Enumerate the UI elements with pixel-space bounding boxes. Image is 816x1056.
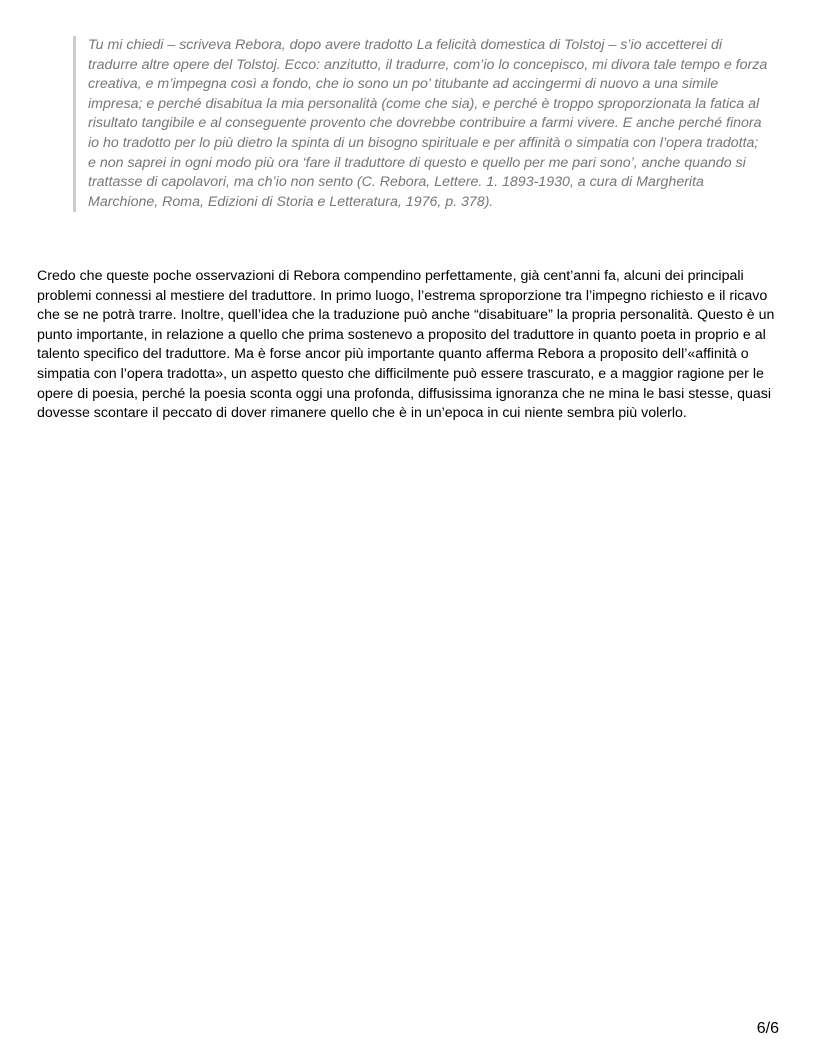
quote-source-rest: . 1. 1893-1930, a cura di Margherita Marchione, Roma, Edizioni di Storia e Letteratura, 1976, p. 378). xyxy=(88,174,704,210)
body-section xyxy=(37,267,782,424)
body-paragraph: Credo che queste poche osservazioni di Rebora compendino perfettamente, già cent’anni fa, alcuni dei principali problemi connessi al mestiere del traduttore. In primo luogo, l’estrema sproporzione tra l’impegno richiesto e il ricavo che se ne potrà trarre. Inoltre, quell’idea che la traduzione può anche “disabituare” la propria personalità. Questo è un punto importante, in relazione a quello che prima sostenevo a proposito del traduttore in quanto poeta in proprio e al talento specifico del traduttore. Ma è forse ancor più importante quanto afferma Rebora a proposito dell’«affinità o simpatia con l’opera tradotta», un aspetto questo che difficilmente può essere trascurato, e a maggior ragione per le opere di poesia, perché la poesia sconta oggi una profonda, diffusissima ignoranza che ne mina le basi stesse, quasi dovesse scontare il peccato di dover rimanere quello che è in un’epoca in cui niente sembra più volerlo. xyxy=(37,268,775,422)
quote-intro: Tu mi chiedi – scriveva Rebora, dopo avere tradotto xyxy=(88,37,417,53)
quote-middle: di Tolstoj – s’io accetterei di tradurre altre opere del Tolstoj. Ecco: anzitutto, il tradurre, com’io lo concepisco, mi divora tale tempo e forza creativa, e m’impegna così a fondo, che io sono un po’ titubante ad accingermi di nuovo a una simile impresa; e perché disabitua la mia personalità (come che sia), e perché è troppo sproporzionata la fatica al risultato tangibile e al conseguente provento che dovrebbe contribuire a farmi vivere. E anche perché finora io ho tradotto per lo più dietro la spinta di un bisogno spirituale e per affinità o simpatia con l’opera tradotta; e non saprei in ogni modo più ora ‘fare il traduttore di questo e quello per me pari sono’, anche quando si trattasse di capolavori, ma ch’io non sento (C. Rebora, xyxy=(88,37,768,191)
quote-text xyxy=(88,36,768,212)
quote-source-title: Lettere xyxy=(434,174,479,191)
page-number: 6/6 xyxy=(756,1020,779,1037)
quote-book-title: La felicità domestica xyxy=(416,37,546,53)
block-quote xyxy=(73,36,768,212)
